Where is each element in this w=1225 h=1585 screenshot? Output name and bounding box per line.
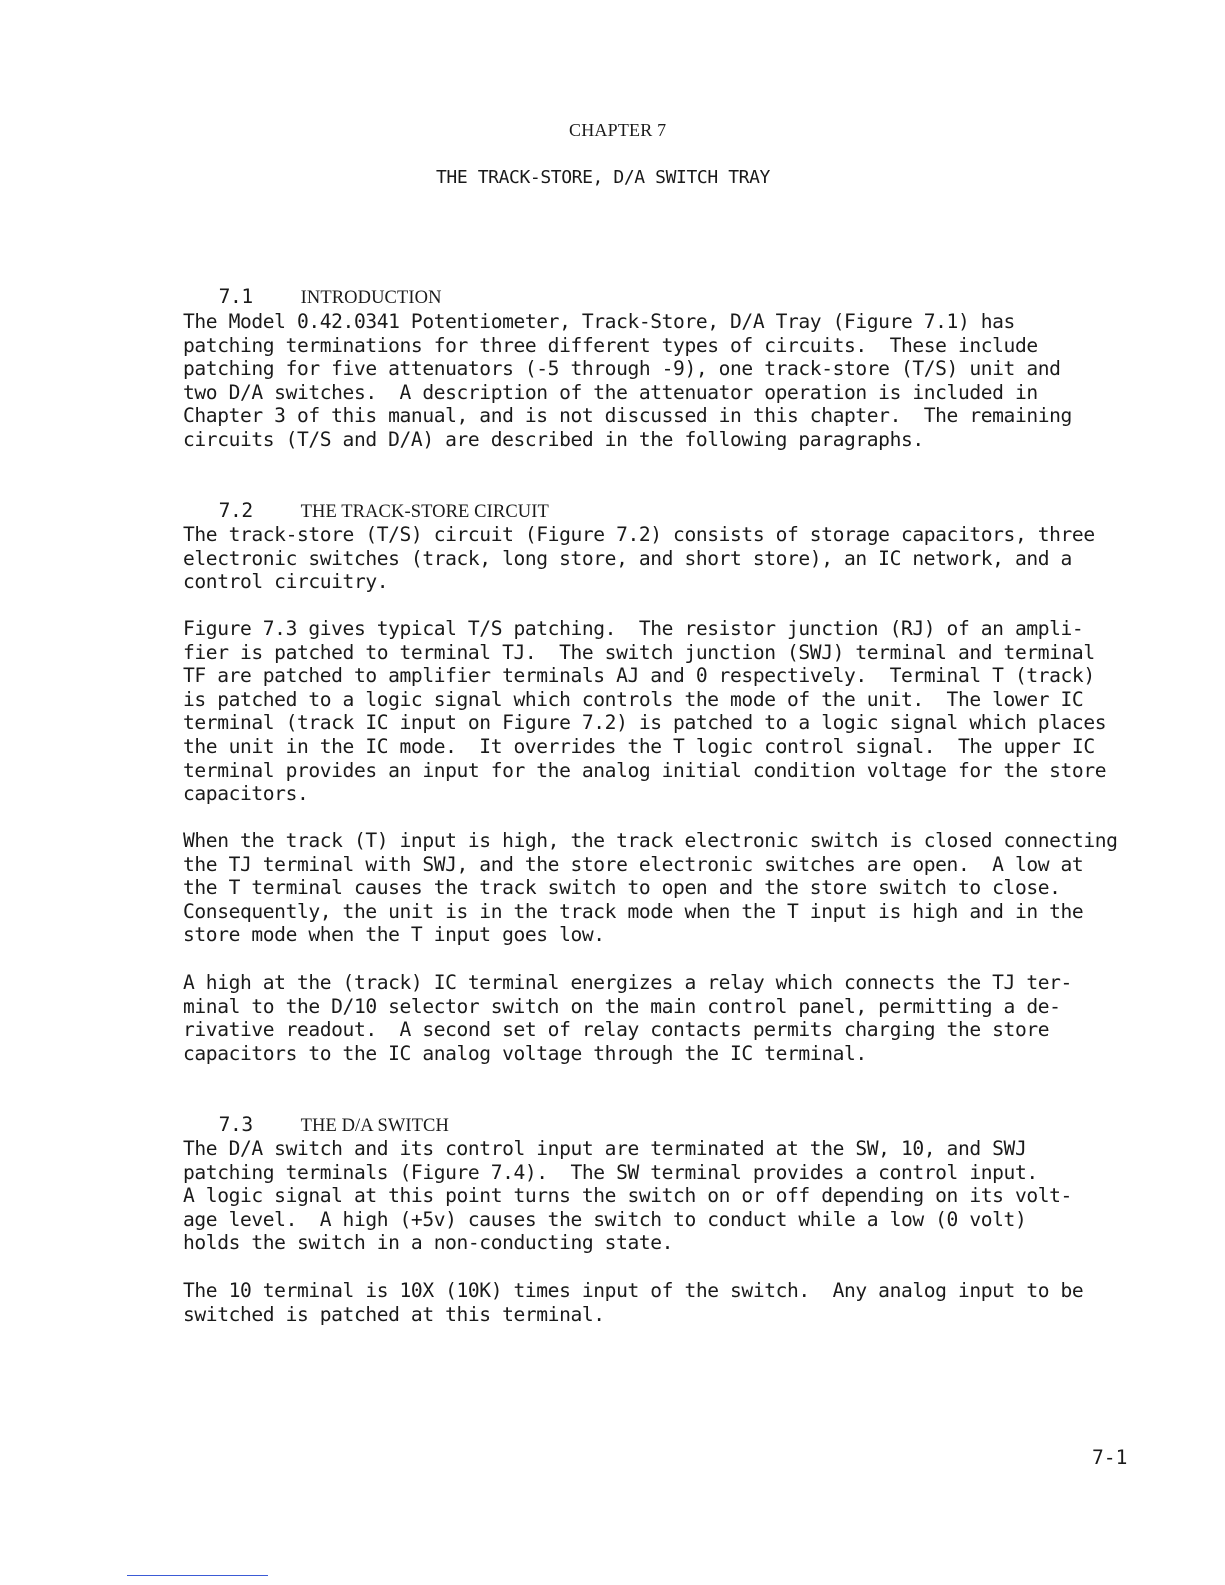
text-line: TF are patched to amplifier terminals AJ and 0 respectively. Terminal T (track) [183, 664, 1095, 688]
text-line: The track-store (T/S) circuit (Figure 7.2) consists of storage capacitors, three [183, 523, 1095, 546]
section-title: THE TRACK-STORE CIRCUIT [300, 502, 549, 522]
footer-rule [127, 1575, 268, 1576]
text-line: electronic switches (track, long store, and short store), an IC network, and a [183, 546, 1072, 570]
text-line: capacitors to the IC analog voltage through the IC terminal. [183, 1041, 867, 1065]
text-line: Consequently, the unit is in the track mode when the T input is high and in the [183, 899, 1084, 923]
text-line: store mode when the T input goes low. [183, 923, 605, 947]
text-line: switched is patched at this terminal. [183, 1302, 605, 1326]
text-line: holds the switch in a non-conducting state. [183, 1231, 674, 1255]
text-line: The 10 terminal is 10X (10K) times input of the switch. Any analog input to be [183, 1279, 1084, 1302]
section-number: 7.2 [218, 499, 253, 522]
text-line: patching terminations for three different types of circuits. These include [183, 333, 1038, 357]
text-line: The D/A switch and its control input are terminated at the SW, 10, and SWJ [183, 1137, 1027, 1160]
text-line: circuits (T/S and D/A) are described in the following paragraphs. [183, 428, 924, 451]
text-line: capacitors. [183, 782, 309, 806]
text-line: control circuitry. [183, 570, 389, 594]
text-line: Figure 7.3 gives typical T/S patching. The resistor junction (RJ) of an ampli- [183, 617, 1084, 640]
text-line: terminal provides an input for the analog initial condition voltage for the store [183, 758, 1107, 782]
text-line: is patched to a logic signal which controls the mode of the unit. The lower IC [183, 687, 1084, 711]
chapter-title: THE TRACK-STORE, D/A SWITCH TRAY [436, 167, 770, 188]
text-line: A high at the (track) IC terminal energizes a relay which connects the TJ ter- [183, 971, 1072, 994]
text-line: the TJ terminal with SWJ, and the store electronic switches are open. A low at [183, 852, 1084, 876]
text-line: the T terminal causes the track switch to open and the store switch to close. [183, 876, 1061, 900]
section-title: INTRODUCTION [300, 288, 442, 308]
text-line: The Model 0.42.0341 Potentiometer, Track-Store, D/A Tray (Figure 7.1) has [183, 310, 1015, 333]
text-line: patching terminals (Figure 7.4). The SW terminal provides a control input. [183, 1160, 1038, 1184]
section-title: THE D/A SWITCH [300, 1116, 449, 1136]
text-line: two D/A switches. A description of the attenuator operation is included in [183, 380, 1038, 404]
text-line: A logic signal at this point turns the switch on or off depending on its volt- [183, 1184, 1072, 1208]
page-number: 7-1 [1092, 1446, 1128, 1469]
text-line: patching for five attenuators (-5 through -9), one track-store (T/S) unit and [183, 357, 1061, 381]
text-line: minal to the D/10 selector switch on the main control panel, permitting a de- [183, 994, 1061, 1018]
text-line: fier is patched to terminal TJ. The switch junction (SWJ) terminal and terminal [183, 640, 1095, 664]
text-line: terminal (track IC input on Figure 7.2) is patched to a logic signal which places [183, 711, 1107, 735]
text-line: Chapter 3 of this manual, and is not discussed in this chapter. The remaining [183, 404, 1072, 428]
text-line: age level. A high (+5v) causes the switch to conduct while a low (0 volt) [183, 1207, 1027, 1231]
text-line: the unit in the IC mode. It overrides the T logic control signal. The upper IC [183, 735, 1095, 758]
chapter-label: CHAPTER 7 [569, 120, 667, 140]
section-number: 7.3 [218, 1113, 253, 1136]
text-line: When the track (T) input is high, the track electronic switch is closed connecting [183, 829, 1118, 852]
section-number: 7.1 [218, 285, 253, 308]
text-line: rivative readout. A second set of relay contacts permits charging the store [183, 1018, 1050, 1042]
